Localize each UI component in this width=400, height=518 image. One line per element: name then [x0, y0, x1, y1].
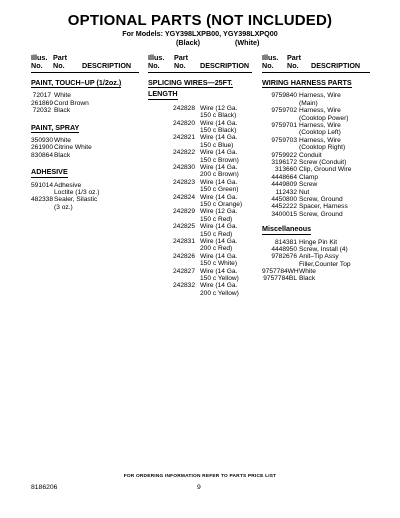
part-description-line: 200 c Yellow) [200, 289, 239, 297]
part-number: 591014 [31, 181, 54, 189]
part-number: 261900 [31, 144, 54, 152]
part-row [262, 275, 370, 282]
part-row [262, 196, 370, 203]
part-number: 72017 [32, 92, 51, 100]
part-row [262, 189, 370, 196]
part-row [31, 100, 139, 107]
header-part: Part [174, 53, 188, 62]
part-row [148, 208, 252, 223]
part-description: Wire (14 Ga. [200, 282, 238, 290]
part-number: 242820 [172, 119, 195, 127]
part-row [148, 149, 252, 164]
part-description: Screw [299, 181, 318, 189]
part-description-line: 150 c Orange) [200, 200, 243, 208]
part-number: 9759701 [271, 122, 297, 129]
part-number: 9759922 [271, 151, 297, 159]
part-description: Anit–Tip Assy [299, 253, 339, 261]
part-description-line: (3 oz.) [54, 203, 73, 211]
part-description: Screw, Install (4) [299, 245, 348, 253]
part-description: Wire (14 Ga. [200, 178, 238, 186]
header-no: No. [31, 61, 43, 70]
part-description-line: 150 c White) [200, 260, 238, 268]
part-number: 350930 [31, 136, 54, 144]
part-number: 3196172 [271, 158, 297, 166]
part-row [31, 152, 139, 159]
column-2 [148, 54, 252, 297]
part-description: Hinge Pin Kit [299, 238, 338, 246]
part-description: Clamp [299, 173, 319, 181]
footer-note: FOR ORDERING INFORMATION REFER TO PARTS PRICE LIST [123, 474, 277, 479]
part-description-line: 150 c Blue) [200, 141, 234, 149]
part-description: Clip, Ground Wire [299, 166, 352, 174]
section-title: Miscellaneous [262, 224, 312, 234]
part-row [262, 174, 370, 181]
part-row [148, 105, 252, 120]
part-number: 9757784WH [262, 268, 299, 276]
part-description: Wire (14 Ga. [200, 149, 238, 157]
part-description: Citrine White [54, 144, 92, 152]
column-header [148, 54, 252, 73]
part-row [262, 107, 370, 122]
part-description: Wire (14 Ga. [200, 193, 238, 201]
header-no-2: No. [53, 61, 65, 70]
header-illus: Illus. [262, 53, 279, 62]
part-description: Wire (14 Ga. [200, 134, 238, 142]
part-description: Adhesive [54, 181, 82, 189]
part-number: 242821 [172, 134, 195, 142]
column-3 [262, 54, 370, 283]
part-row [262, 166, 370, 173]
part-number: 4448664 [271, 173, 297, 181]
part-description: Black [54, 107, 71, 115]
part-number: 242827 [172, 267, 195, 275]
header-illus: Illus. [31, 53, 48, 62]
part-row [262, 246, 370, 253]
part-description-line: (Cooktop Power) [299, 114, 349, 122]
part-number: 4452222 [271, 203, 297, 211]
part-row [31, 144, 139, 151]
part-number: 482338 [31, 196, 54, 204]
part-row [31, 182, 139, 197]
part-description: Black [54, 151, 71, 159]
section-subtitle: LENGTH [148, 89, 178, 99]
part-row [262, 239, 370, 246]
part-row [31, 92, 139, 99]
part-number: 814381 [274, 238, 297, 246]
part-row [262, 137, 370, 152]
part-row [262, 181, 370, 188]
part-number: 4448950 [271, 245, 297, 253]
part-row [148, 120, 252, 135]
part-description-line: 150 c Brown) [200, 156, 239, 164]
part-number: 242832 [172, 282, 195, 290]
header-illus: Illus. [148, 53, 165, 62]
part-description: Screw (Conduit) [299, 158, 347, 166]
section-title: SPLICING WIRES—25FT. [148, 78, 233, 87]
part-row [262, 211, 370, 218]
part-description: Harness, Wire [299, 136, 341, 144]
part-row [148, 268, 252, 283]
part-number: 242830 [172, 164, 195, 171]
page-number: 9 [197, 484, 201, 491]
header-no: No. [262, 61, 274, 70]
part-description-line: 150 c Black) [200, 127, 237, 134]
part-row [31, 107, 139, 114]
part-row [262, 122, 370, 137]
part-description: Harness, Wire [299, 107, 341, 115]
part-number: 242824 [172, 193, 195, 201]
part-number: 72032 [32, 107, 51, 115]
part-row [262, 92, 370, 107]
header-description: DESCRIPTION [311, 61, 361, 70]
part-description: Nut [299, 188, 310, 196]
part-row [262, 159, 370, 166]
part-description: Harness, Wire [299, 92, 341, 100]
part-row [262, 253, 370, 268]
part-description-line: 150 c Green) [200, 186, 239, 194]
part-description-line: 150 c Yellow) [200, 274, 239, 282]
part-row [31, 137, 139, 144]
part-row [148, 253, 252, 268]
part-description-line: 200 c Brown) [200, 171, 239, 179]
part-row [262, 203, 370, 210]
part-description-line: 150 c Black) [200, 112, 237, 120]
part-description-line: (Cooktop Right) [299, 144, 346, 152]
part-description: Harness, Wire [299, 122, 341, 129]
column-header [31, 54, 139, 73]
page-title: OPTIONAL PARTS (NOT INCLUDED) [67, 12, 333, 29]
part-description: Cord Brown [54, 99, 89, 107]
part-description: White [299, 268, 316, 276]
part-number: 3400015 [271, 210, 297, 218]
part-row [148, 223, 252, 238]
part-description: Wire (14 Ga. [200, 252, 238, 260]
part-number: 242825 [172, 223, 195, 231]
part-number: 242828 [172, 104, 195, 112]
header-description: DESCRIPTION [200, 61, 250, 70]
part-number: 242831 [172, 237, 195, 245]
part-number: 242826 [172, 252, 195, 260]
header-description: DESCRIPTION [82, 61, 132, 70]
variant-white: (White) [235, 38, 260, 47]
part-number: 242829 [172, 208, 195, 216]
part-number: 4450800 [271, 195, 297, 203]
part-number: 112432 [275, 188, 297, 196]
part-row [148, 194, 252, 209]
part-number: 242823 [172, 178, 195, 186]
header-no-2: No. [174, 61, 186, 70]
part-description: Conduit [299, 151, 322, 159]
header-part: Part [53, 53, 67, 62]
section-title: WIRING HARNESS PARTS [262, 78, 352, 87]
part-description: Screw, Ground [299, 195, 343, 203]
part-description: Wire (14 Ga. [200, 223, 238, 231]
part-row [31, 196, 139, 211]
part-description-line: (Cooktop Left) [299, 129, 341, 137]
model-list: For Models: YGY398LXPB00, YGY398LXPQ00 [122, 29, 278, 38]
section-title: PAINT, TOUCH–UP (1/2oz.) [31, 78, 122, 87]
part-description: White [54, 92, 71, 100]
part-number: 261869 [31, 99, 54, 107]
part-row [148, 282, 252, 297]
part-number: 242822 [172, 149, 195, 157]
part-number: 9757784BL [263, 275, 297, 283]
section-title: PAINT, SPRAY [31, 122, 80, 132]
part-description: Wire (12 Ga. [200, 104, 238, 112]
column-header [262, 54, 370, 73]
part-number: 4449809 [271, 181, 297, 189]
part-row [148, 164, 252, 179]
part-description-line: Filler,Counter Top [299, 260, 351, 268]
part-number: 9759702 [271, 107, 297, 115]
part-description: Wire (14 Ga. [200, 119, 238, 127]
part-description-line: (Main) [299, 99, 318, 107]
part-description: Wire (12 Ga. [200, 208, 238, 216]
part-description: Wire (14 Ga. [200, 164, 238, 171]
section-title: ADHESIVE [31, 167, 68, 177]
part-description: Spacer, Harness [299, 203, 348, 211]
part-description-line: 150 c Red) [200, 215, 233, 223]
part-row [262, 268, 370, 275]
part-description: Sealer, Silastic [54, 196, 98, 204]
part-description: Wire (14 Ga. [200, 267, 238, 275]
column-1 [31, 54, 139, 211]
part-description: Black [299, 275, 316, 283]
part-number: 9759840 [271, 92, 297, 100]
header-no: No. [148, 61, 160, 70]
part-row [148, 238, 252, 253]
part-row [148, 134, 252, 149]
variant-black: (Black) [176, 38, 200, 47]
part-description: Screw, Ground [299, 210, 343, 218]
part-number: 9759703 [271, 136, 297, 144]
part-description: White [54, 136, 71, 144]
header-part: Part [287, 53, 301, 62]
part-number: 830864 [31, 151, 54, 159]
part-description: Wire (14 Ga. [200, 237, 238, 245]
part-description-line: Loctite (1/3 oz.) [54, 188, 100, 196]
part-description-line: 150 c Red) [200, 230, 233, 238]
part-row [148, 179, 252, 194]
header-no-2: No. [287, 61, 299, 70]
part-number: 313660 [274, 166, 297, 174]
part-description-line: 200 c Red) [200, 245, 233, 253]
part-number: 9782676 [271, 253, 297, 261]
part-row [262, 152, 370, 159]
document-number: 8186206 [31, 484, 58, 491]
